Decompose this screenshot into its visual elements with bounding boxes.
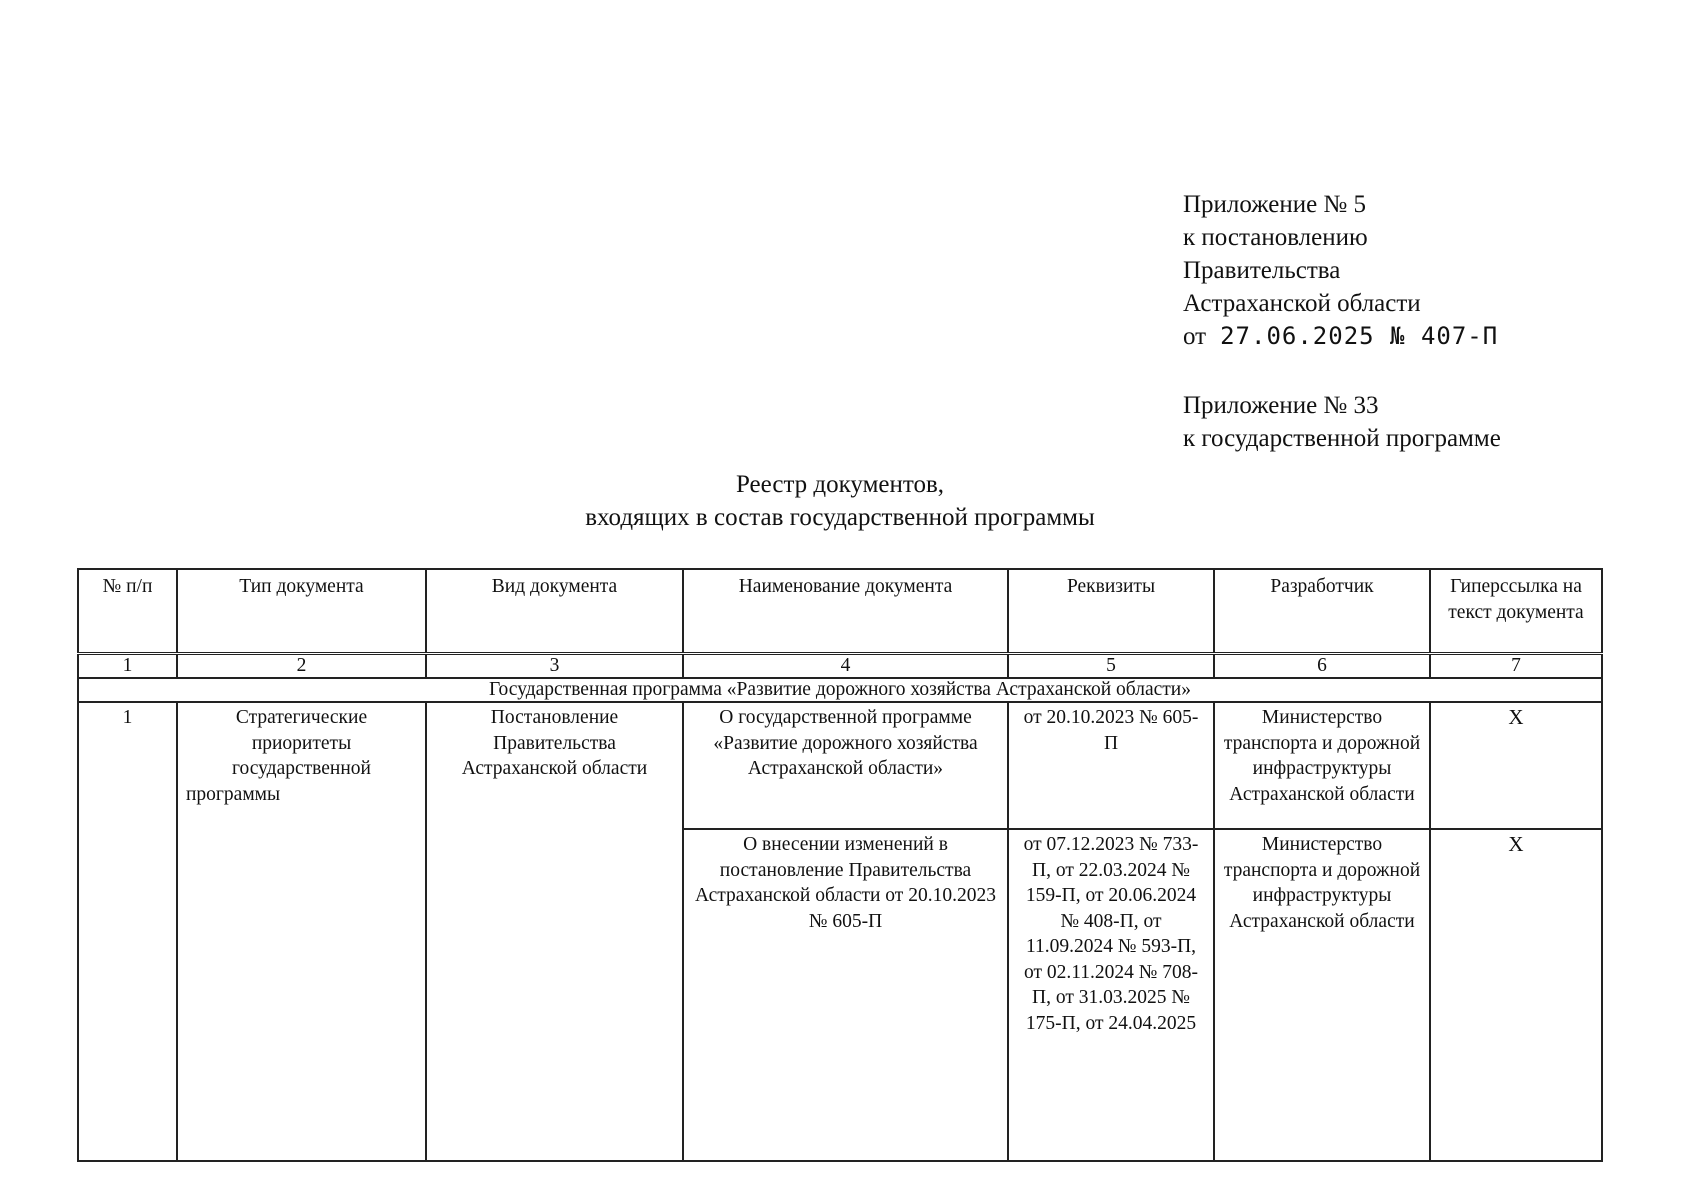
column-number: 4 xyxy=(683,654,1008,679)
appendix-line-1: Приложение № 33 xyxy=(1183,392,1379,419)
approval-line-4: Астраханской области xyxy=(1183,290,1421,317)
approval-date-line xyxy=(1183,320,1501,353)
document-details: от 20.10.2023 № 605-П xyxy=(1008,702,1214,829)
document-kind: Постановление Правительства Астраханской области xyxy=(426,702,683,1161)
column-number: 3 xyxy=(426,654,683,679)
row-number: 1 xyxy=(78,702,177,1161)
document-title xyxy=(440,468,1240,534)
header-name: Наименование документа xyxy=(683,569,1008,654)
document-details: от 07.12.2023 № 733-П, от 22.03.2024 № 159-П, от 20.06.2024 № 408-П, от 11.09.2024 № 593-П, от 02.11.2024 № 708-П, от 31.03.2025 № 175-П, от 24.04.2025 xyxy=(1008,829,1214,1161)
header-type: Тип документа xyxy=(177,569,426,654)
approval-date-number: 27.06.2025 № 407-П xyxy=(1220,322,1499,350)
document-title-line-1: Реестр документов, xyxy=(735,471,945,498)
registry-table xyxy=(77,568,1603,1162)
column-number: 6 xyxy=(1214,654,1430,679)
document-name: О внесении изменений в постановление Правительства Астраханской области от 20.10.2023 № 605-П xyxy=(683,829,1008,1161)
document-link: X xyxy=(1430,702,1602,829)
document-type: Стратегические приоритеты государственной программы xyxy=(177,702,426,1161)
table-header-row xyxy=(78,569,1602,654)
document-developer: Министерство транспорта и дорожной инфраструктуры Астраханской области xyxy=(1214,829,1430,1161)
column-number: 7 xyxy=(1430,654,1602,679)
header-details: Реквизиты xyxy=(1008,569,1214,654)
document-name: О государственной программе «Развитие дорожного хозяйства Астраханской области» xyxy=(683,702,1008,829)
column-number: 2 xyxy=(177,654,426,679)
approval-line-3: Правительства xyxy=(1183,257,1341,284)
column-number: 1 xyxy=(78,654,177,679)
document-link: X xyxy=(1430,829,1602,1161)
document-title-line-2: входящих в состав государственной программы xyxy=(585,504,1095,531)
approval-line-1: Приложение № 5 xyxy=(1183,191,1367,218)
column-number: 5 xyxy=(1008,654,1214,679)
header-kind: Вид документа xyxy=(426,569,683,654)
appendix-line-2: к государственной программе xyxy=(1183,425,1501,452)
document-developer: Министерство транспорта и дорожной инфраструктуры Астраханской области xyxy=(1214,702,1430,829)
program-row xyxy=(78,678,1602,702)
approval-block xyxy=(1183,188,1501,455)
program-title: Государственная программа «Развитие дорожного хозяйства Астраханской области» xyxy=(78,678,1602,702)
column-number-row xyxy=(78,654,1602,679)
approval-line-2: к постановлению xyxy=(1183,224,1368,251)
header-developer: Разработчик xyxy=(1214,569,1430,654)
header-number: № п/п xyxy=(78,569,177,654)
header-link: Гиперссылка на текст документа xyxy=(1430,569,1602,654)
table-row xyxy=(78,702,1602,829)
approval-date-prefix: от xyxy=(1183,323,1207,350)
